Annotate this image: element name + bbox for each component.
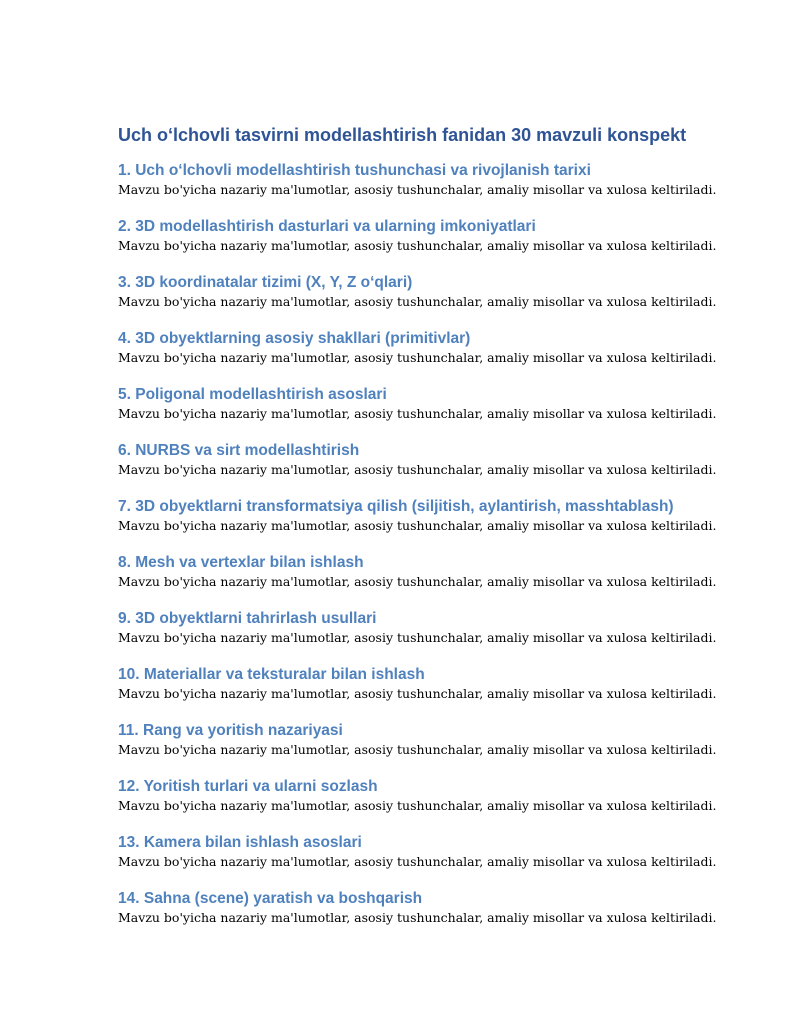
section [118, 609, 718, 665]
section [118, 161, 718, 217]
section-body: Mavzu bo'yicha nazariy ma'lumotlar, asosiy tushunchalar, amaliy misollar va xulosa keltiriladi. [118, 798, 717, 813]
section-heading: 14. Sahna (scene) yaratish va boshqarish [118, 890, 423, 907]
section-body: Mavzu bo'yicha nazariy ma'lumotlar, asosiy tushunchalar, amaliy misollar va xulosa keltiriladi. [118, 182, 717, 197]
section-heading: 8. Mesh va vertexlar bilan ishlash [118, 554, 364, 571]
section-body: Mavzu bo'yicha nazariy ma'lumotlar, asosiy tushunchalar, amaliy misollar va xulosa keltiriladi. [118, 350, 717, 365]
section [118, 217, 718, 273]
section-heading: 1. Uch o‘lchovli modellashtirish tushunchasi va rivojlanish tarixi [118, 162, 591, 179]
section [118, 665, 718, 721]
section [118, 385, 718, 441]
section-body: Mavzu bo'yicha nazariy ma'lumotlar, asosiy tushunchalar, amaliy misollar va xulosa keltiriladi. [118, 518, 717, 533]
section [118, 721, 718, 777]
section-body: Mavzu bo'yicha nazariy ma'lumotlar, asosiy tushunchalar, amaliy misollar va xulosa keltiriladi. [118, 910, 717, 925]
section-body: Mavzu bo'yicha nazariy ma'lumotlar, asosiy tushunchalar, amaliy misollar va xulosa keltiriladi. [118, 574, 717, 589]
section-heading: 11. Rang va yoritish nazariyasi [118, 722, 343, 739]
section-heading: 5. Poligonal modellashtirish asoslari [118, 386, 387, 403]
section-body: Mavzu bo'yicha nazariy ma'lumotlar, asosiy tushunchalar, amaliy misollar va xulosa keltiriladi. [118, 294, 717, 309]
section [118, 777, 718, 833]
section-heading: 3. 3D koordinatalar tizimi (X, Y, Z o‘qlari) [118, 274, 413, 291]
section-heading: 12. Yoritish turlari va ularni sozlash [118, 778, 378, 795]
section-body: Mavzu bo'yicha nazariy ma'lumotlar, asosiy tushunchalar, amaliy misollar va xulosa keltiriladi. [118, 630, 717, 645]
section-heading: 9. 3D obyektlarni tahrirlash usullari [118, 610, 377, 627]
section-heading: 2. 3D modellashtirish dasturlari va ularning imkoniyatlari [118, 218, 536, 235]
section-heading: 10. Materiallar va teksturalar bilan ishlash [118, 666, 425, 683]
section-heading: 4. 3D obyektlarning asosiy shakllari (primitivlar) [118, 330, 471, 347]
section [118, 329, 718, 385]
section-body: Mavzu bo'yicha nazariy ma'lumotlar, asosiy tushunchalar, amaliy misollar va xulosa keltiriladi. [118, 462, 717, 477]
document-title: Uch o‘lchovli tasvirni modellashtirish fanidan 30 mavzuli konspekt [118, 125, 687, 145]
document-page [118, 123, 718, 945]
section-body: Mavzu bo'yicha nazariy ma'lumotlar, asosiy tushunchalar, amaliy misollar va xulosa keltiriladi. [118, 406, 717, 421]
section-body: Mavzu bo'yicha nazariy ma'lumotlar, asosiy tushunchalar, amaliy misollar va xulosa keltiriladi. [118, 742, 717, 757]
section [118, 273, 718, 329]
section [118, 889, 718, 945]
section-heading: 7. 3D obyektlarni transformatsiya qilish (siljitish, aylantirish, masshtablash) [118, 498, 674, 515]
section [118, 441, 718, 497]
section-body: Mavzu bo'yicha nazariy ma'lumotlar, asosiy tushunchalar, amaliy misollar va xulosa keltiriladi. [118, 238, 717, 253]
section [118, 497, 718, 553]
section-body: Mavzu bo'yicha nazariy ma'lumotlar, asosiy tushunchalar, amaliy misollar va xulosa keltiriladi. [118, 686, 717, 701]
section-heading: 6. NURBS va sirt modellashtirish [118, 442, 360, 459]
section [118, 833, 718, 889]
section [118, 553, 718, 609]
section-body: Mavzu bo'yicha nazariy ma'lumotlar, asosiy tushunchalar, amaliy misollar va xulosa keltiriladi. [118, 854, 717, 869]
section-heading: 13. Kamera bilan ishlash asoslari [118, 834, 362, 851]
section-list [118, 161, 718, 945]
